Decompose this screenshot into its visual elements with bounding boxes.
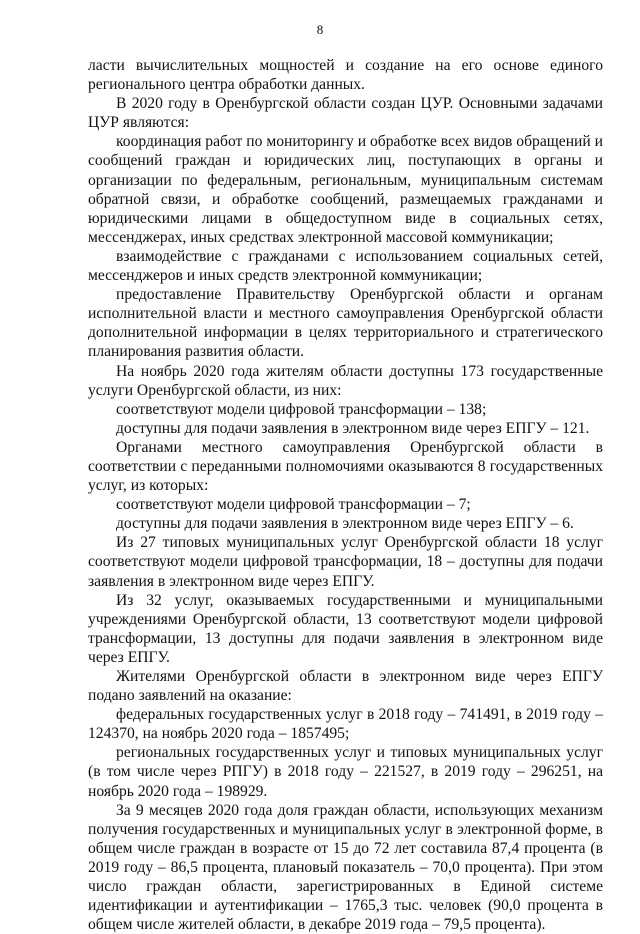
paragraph: Жителями Оренбургской области в электронном виде через ЕПГУ подано заявлений на оказание: [88, 668, 603, 705]
paragraph: федеральных государственных услуг в 2018 году – 741491, в 2019 году – 124370, на ноябрь 2020 года – 1857495; [88, 706, 603, 743]
paragraph: Из 32 услуг, оказываемых государственными и муниципальными учреждениями Оренбургской области, 13 соответствуют модели цифровой трансформации, 13 доступны для подачи заявления в электронном виде через ЕПГУ. [88, 591, 603, 666]
paragraph: За 9 месяцев 2020 года доля граждан области, использующих механизм получения государственных и муниципальных услуг в электронной форме, в общем числе граждан в возрасте от 15 до 72 лет составила 87,4 процента (в 2019 году – 86,5 процента, плановый показатель – 70,0 процента). При этом число граждан области, зарегистрированных в Единой системе идентификации и аутентификации – 1765,3 тыс. человек (90,0 процента в общем числе жителей области, в декабре 2019 года – 79,5 процента). [88, 801, 603, 934]
paragraph: Из 27 типовых муниципальных услуг Оренбургской области 18 услуг соответствуют модели цифровой трансформации, 18 – доступны для подачи заявления в электронном виде через ЕПГУ. [88, 534, 603, 590]
paragraph: доступны для подачи заявления в электронном виде через ЕПГУ – 121. [116, 419, 590, 437]
paragraph: соответствуют модели цифровой трансформации – 7; [116, 496, 471, 514]
paragraph: взаимодействие с гражданами с использованием социальных сетей, мессенджеров и иных средств электронной коммуникации; [88, 247, 603, 285]
paragraph: региональных государственных услуг и типовых муниципальных услуг (в том числе через РПГУ) в 2018 году – 221527, в 2019 году – 296251, на ноябрь 2020 года – 198929. [88, 744, 603, 800]
paragraph: На ноябрь 2020 года жителям области доступны 173 государственные услуги Оренбургской области, из них: [88, 362, 603, 399]
page-number: 8 [316, 22, 324, 37]
paragraph: Органами местного самоуправления Оренбургской области в соответствии с переданными полномочиями оказываются 8 государственных услуг, из которых: [88, 438, 603, 495]
page-body [88, 56, 603, 934]
paragraph: доступны для подачи заявления в электронном виде через ЕПГУ – 6. [116, 515, 574, 533]
paragraph: В 2020 году в Оренбургской области создан ЦУР. Основными задачами ЦУР являются: [88, 95, 603, 132]
paragraph: координация работ по мониторингу и обработке всех видов обращений и сообщений граждан и юридических лиц, поступающих в органы и организации по федеральным, региональным, муниципальным системам обратной связи, и обработке сообщений, размещаемых гражданами и юридическими лицами в общедоступном виде в социальных сетях, мессенджерах, иных средствах электронной массовой коммуникации; [88, 133, 603, 246]
paragraph: ласти вычислительных мощностей и создание на его основе единого регионального центра обработки данных. [88, 57, 603, 94]
paragraph: предоставление Правительству Оренбургской области и органам исполнительной власти и местного самоуправления Оренбургской области дополнительной информации в целях территориального и стратегического планирования развития области. [88, 286, 603, 361]
paragraph: соответствуют модели цифровой трансформации – 138; [116, 400, 487, 418]
